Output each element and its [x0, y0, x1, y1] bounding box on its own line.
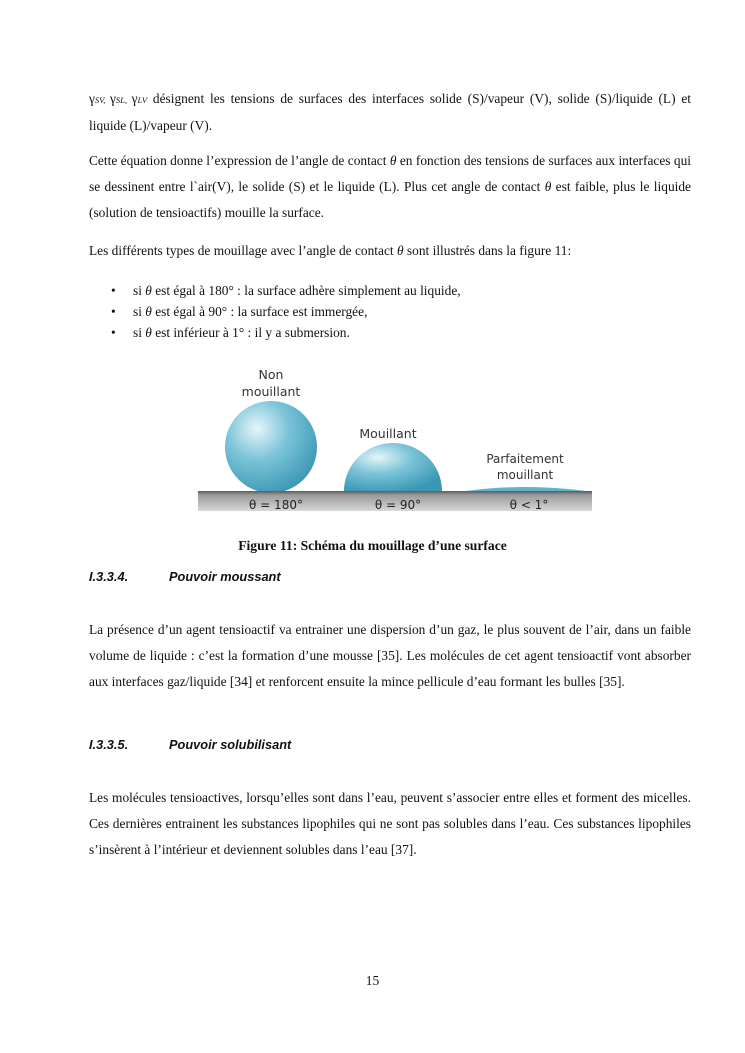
intro-paragraph: [89, 86, 691, 139]
label-parfaitement-line1: Parfaitement: [486, 452, 564, 466]
text-span: est inférieur à 1° : il y a submersion.: [151, 325, 350, 340]
text-span: est faible, plus le liquide (solution de tensioactifs) mouille la surface.: [89, 179, 691, 220]
theta-symbol: θ: [145, 304, 152, 319]
moussant-paragraph: La présence d’un agent tensioactif va entrainer une dispersion d’un gaz, le plus souvent de l’air, dans un faible volume de liquide : c’est la formation d’une mousse [35]. Les molécules de cet agent tensioactif vont absorber aux interfaces gaz/liquide [34] et renforcent ensuite la mince pellicule d’eau formant les bulles [35].: [89, 622, 691, 689]
list-item: [89, 301, 689, 322]
theta-symbol: θ: [145, 325, 152, 340]
section-number: I.3.3.4.: [89, 569, 129, 584]
label-non-line2: mouillant: [241, 384, 301, 399]
gamma-subscript: LV: [137, 95, 148, 105]
wetting-types-list: [89, 280, 689, 343]
text-span: en fonction des tensions de surfaces aux interfaces qui se dessinent entre l`air(V), le solide (S) et le liquide (L). Plus cet angle de contact: [89, 153, 691, 194]
text-span: est égal à 90° : la surface est immergée,: [151, 304, 368, 319]
perfect-wetting-film: [466, 487, 586, 491]
section-number: I.3.3.5.: [89, 737, 129, 752]
equation-paragraph: [89, 148, 691, 226]
text-span: si: [133, 325, 146, 340]
theta-symbol: θ: [145, 283, 152, 298]
angle-1-label: θ < 1°: [509, 498, 549, 512]
label-mouillant: Mouillant: [359, 426, 417, 441]
label-parfaitement-line2: mouillant: [496, 468, 554, 482]
text-span: est égal à 180° : la surface adhère simplement au liquide,: [151, 283, 461, 298]
theta-symbol: θ: [389, 153, 397, 168]
section-heading-moussant: [89, 569, 281, 584]
gamma-symbol: γ: [131, 91, 138, 106]
section-title: Pouvoir solubilisant: [169, 737, 292, 752]
theta-symbol: θ: [397, 243, 404, 258]
angle-90-label: θ = 90°: [374, 498, 422, 512]
angle-180-label: θ = 180°: [249, 498, 303, 512]
gamma-symbol: γ: [109, 91, 116, 106]
gamma-symbol: γ: [89, 91, 95, 106]
non-wetting-drop: [225, 401, 317, 493]
wetting-drop: [344, 443, 442, 491]
page-number: 15: [365, 973, 380, 988]
gamma-subscript: SV,: [94, 95, 110, 105]
list-item: [89, 322, 689, 343]
gamma-subscript: SL,: [115, 95, 132, 105]
section-title: Pouvoir moussant: [169, 569, 281, 584]
text-span: Cette équation donne l’expression de l’angle de contact: [89, 153, 390, 168]
solubilisant-paragraph: Les molécules tensioactives, lorsqu’elles sont dans l’eau, peuvent s’associer entre elles et forment des micelles. Ces dernières entrainent les substances lipophiles qui ne sont pas solubles dans l’eau. Ces substances lipophiles s’insèrent à l’intérieur et deviennent solubles dans l’eau [37].: [89, 790, 691, 857]
intro-text: désignent les tensions de surfaces des interfaces solide (S)/vapeur (V), solide (S)/liquide (L) et liquide (L)/vapeur (V).: [89, 91, 692, 133]
figure-caption: Figure 11: Schéma du mouillage d’une surface: [238, 538, 507, 553]
text-span: Les différents types de mouillage avec l’angle de contact: [89, 243, 397, 258]
bullet-icon: •: [111, 304, 116, 319]
wetting-figure: [196, 363, 594, 513]
theta-symbol: θ: [544, 179, 552, 194]
text-span: si: [133, 304, 146, 319]
text-span: si: [133, 283, 146, 298]
text-span: sont illustrés dans la figure 11:: [403, 243, 572, 258]
list-item: [89, 280, 689, 301]
bullet-icon: •: [111, 283, 116, 298]
label-non-line1: Non: [258, 367, 284, 382]
types-paragraph: [89, 238, 691, 264]
bullet-icon: •: [111, 325, 116, 340]
section-heading-solubilisant: [89, 737, 291, 752]
